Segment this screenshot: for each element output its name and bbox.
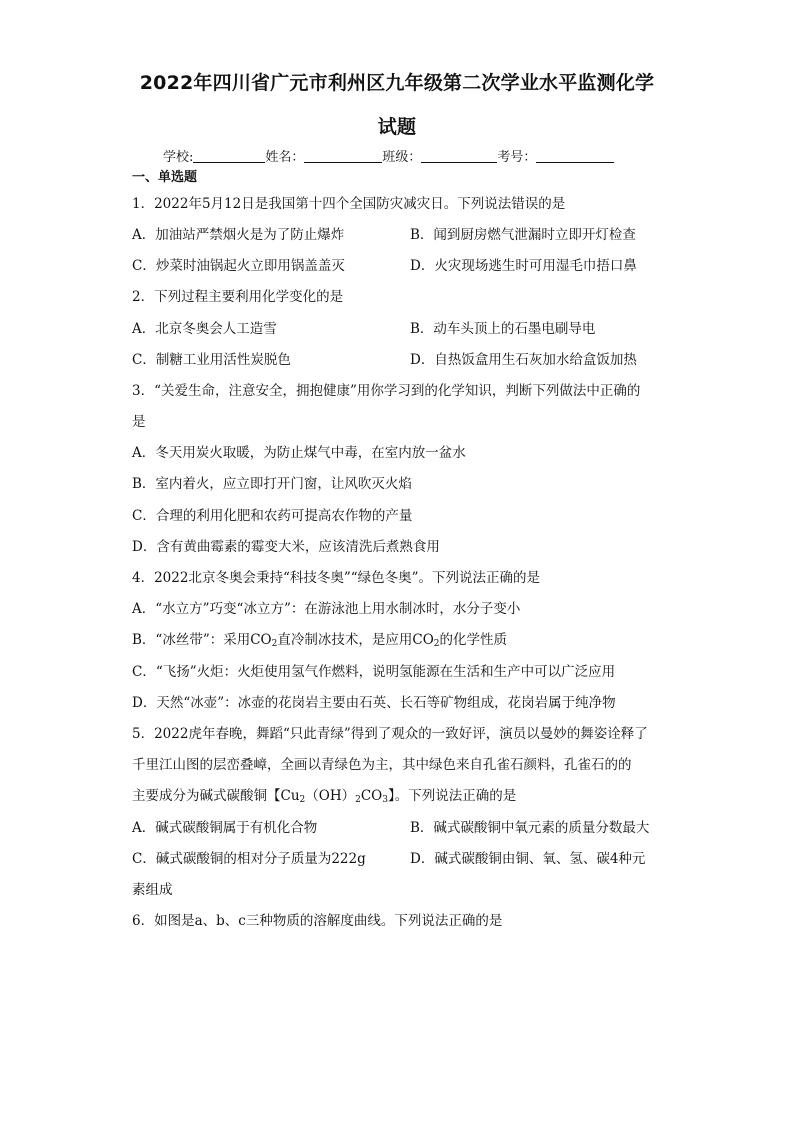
name-blank	[304, 149, 382, 163]
question-1-option-c: C．炒菜时油锅起火立即用锅盖盖灭	[132, 258, 345, 274]
question-4-option-b: B．“冰丝带”：采用$CO_2$直冷制冰技术，是应用$CO_2$的化学性质	[132, 632, 507, 649]
exam-no-label: 考号：	[497, 150, 537, 165]
school-label: 学校:	[163, 150, 194, 165]
question-2-option-d: D．自热饭盒用生石灰加水给盒饭加热	[410, 352, 637, 368]
question-5-option-b: B．碱式碳酸铜中氧元素的质量分数最大	[410, 820, 650, 836]
question-4-stem: 4．2022北京冬奥会秉持“科技冬奥”“绿色冬奥”。下列说法正确的是	[132, 570, 541, 586]
question-3-option-d: D．含有黄曲霉素的霉变大米，应该清洗后煮熟食用	[132, 539, 440, 555]
question-5-option-d-cont: 素组成	[132, 882, 173, 898]
question-2-option-a: A．北京冬奥会人工造雪	[132, 321, 277, 337]
section-heading: 一、单选题	[132, 170, 198, 185]
class-label: 班级：	[382, 150, 422, 165]
question-4-option-c: C．“飞扬”火炬：火炬使用氢气作燃料，说明氢能源在生活和生产中可以广泛应用	[132, 664, 616, 680]
question-2-option-b: B．动车头顶上的石墨电刷导电	[410, 321, 596, 337]
question-3-option-c: C．合理的利用化肥和农药可提高农作物的产量	[132, 508, 413, 524]
question-4-option-d: D．天然“冰壶”：冰壶的花岗岩主要由石英、长石等矿物组成，花岗岩属于纯净物	[132, 695, 616, 711]
exam-no-blank	[536, 149, 614, 163]
question-1-stem: 1．2022年5月12日是我国第十四个全国防灾减灾日。下列说法错误的是	[132, 196, 566, 212]
school-blank	[193, 149, 265, 163]
student-info-row	[163, 146, 614, 165]
question-5-stem-formula: 主要成分为碱式碳酸铜【$Cu_2(OH)_2CO_3$】。下列说法正确的是	[132, 788, 517, 805]
question-2-option-c: C．制糖工业用活性炭脱色	[132, 352, 291, 368]
question-5-option-d: D．碱式碳酸铜由铜、氧、氢、碳4种元	[410, 851, 646, 867]
question-3-stem: 3．“关爱生命，注意安全，拥抱健康”用你学习到的化学知识，判断下列做法中正确的	[132, 383, 641, 399]
name-label: 姓名：	[265, 150, 305, 165]
question-6-stem: 6．如图是a、b、c三种物质的溶解度曲线。下列说法正确的是	[132, 913, 503, 929]
question-5-stem: 5．2022虎年春晚，舞蹈“只此青绿”得到了观众的一致好评，演员以曼妙的舞姿诠释了	[132, 726, 648, 742]
question-4-option-a: A．“水立方”巧变“冰立方”：在游泳池上用水制冰时，水分子变小	[132, 601, 521, 617]
question-1-option-a: A．加油站严禁烟火是为了防止爆炸	[132, 227, 345, 243]
page-title: 2022年四川省广元市利州区九年级第二次学业水平监测化学	[139, 72, 655, 94]
question-1-option-d: D．火灾现场逃生时可用湿毛巾捂口鼻	[410, 258, 637, 274]
question-2-stem: 2．下列过程主要利用化学变化的是	[132, 289, 344, 305]
question-3-stem-cont: 是	[132, 414, 146, 430]
question-5-stem-cont: 千里江山图的层峦叠嶂，全画以青绿色为主，其中绿色来自孔雀石颜料，孔雀石的的	[132, 757, 632, 773]
question-1-option-b: B．闻到厨房燃气泄漏时立即开灯检查	[410, 227, 636, 243]
question-3-option-a: A．冬天用炭火取暖，为防止煤气中毒，在室内放一盆水	[132, 445, 466, 461]
question-3-option-b: B．室内着火，应立即打开门窗，让风吹灭火焰	[132, 476, 412, 492]
question-5-option-a: A．碱式碳酸铜属于有机化合物	[132, 820, 318, 836]
page-title-line2: 试题	[377, 116, 417, 138]
question-5-option-c: C．碱式碳酸铜的相对分子质量为222g	[132, 851, 366, 867]
class-blank	[421, 149, 497, 163]
